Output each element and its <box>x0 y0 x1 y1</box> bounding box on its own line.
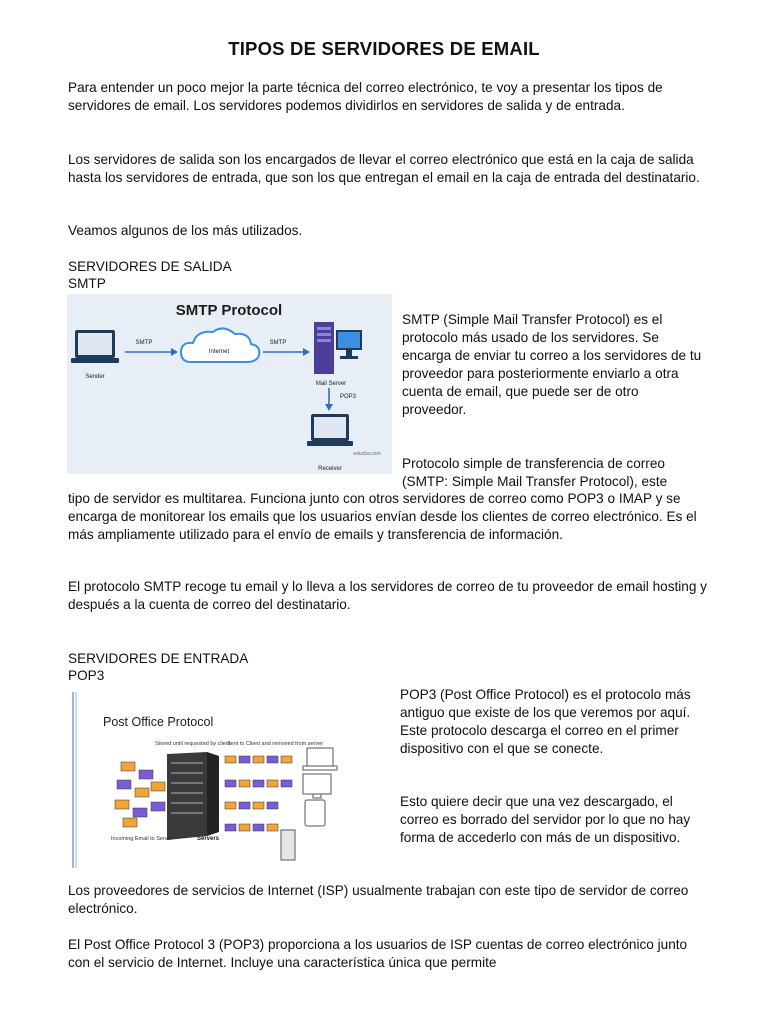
smtp-paragraph-3: El protocolo SMTP recoge tu email y lo lleva a los servidores de correo de tu proveedor de email hosting y después a la cuenta de correo del destinatario. <box>68 579 707 612</box>
receiver-label: Receiver <box>318 466 342 472</box>
section-heading-entrada: SERVIDORES DE ENTRADA <box>68 651 249 666</box>
incoming-label: Incoming Email to Server <box>111 836 173 842</box>
intro-paragraph-1: Para entender un poco mejor la parte técnica del correo electrónico, te voy a presentar los tipos de servidores de email. Los servidores podemos dividirlos en servidores de salida y de entrada. <box>68 80 663 113</box>
stored-label: Stored until requested by client <box>155 741 231 747</box>
smtp-label-1: SMTP <box>135 340 153 346</box>
desktop-icon <box>303 774 331 798</box>
sender-laptop-icon <box>71 330 119 363</box>
smtp-diagram <box>67 294 392 474</box>
page-title: TIPOS DE SERVIDORES DE EMAIL <box>228 38 540 59</box>
receiver-laptop-icon <box>307 414 353 446</box>
pop3-figure-title: Post Office Protocol <box>103 715 214 729</box>
tablet-icon <box>305 800 325 826</box>
smtp-label-2: SMTP <box>269 340 287 346</box>
laptop-icon <box>303 748 337 770</box>
pop3-diagram <box>67 690 392 870</box>
pop3-paragraph-4: El Post Office Protocol 3 (POP3) proporciona a los usuarios de ISP cuentas de correo electrónico junto con el servicio de Internet. Incluye una característica única que permite <box>68 937 688 970</box>
smtp-side-paragraph-2: Protocolo simple de transferencia de correo (SMTP: Simple Mail Transfer Protocol), este <box>402 456 668 489</box>
intro-paragraph-3: Veamos algunos de los más utilizados. <box>68 223 303 238</box>
servers-icon <box>167 752 219 840</box>
smtp-side-paragraph-1: SMTP (Simple Mail Transfer Protocol) es el protocolo más usado de los servidores. Se encarga de enviar tu correo a los servidores de tu proveedor para posteriormente enviarlo a otra cuenta de email, que puede ser de otro proveedor. <box>402 312 702 417</box>
pop3-label: POP3 <box>340 394 357 400</box>
section-heading-salida: SERVIDORES DE SALIDA <box>68 259 232 274</box>
section-subheading-pop3: POP3 <box>68 668 105 683</box>
internet-label: Internet <box>208 349 230 355</box>
smtp-paragraph-continued: tipo de servidor es multitarea. Funciona junto con otros servidores de correo como POP3 o IMAP y se encarga de monitorear los emails que los usuarios envían desde los clientes de correo electrónico. Es el más ampliamente utilizado para el envío de emails y transferencia de información. <box>68 491 697 542</box>
pop3-side-paragraph-1: POP3 (Post Office Protocol) es el protocolo más antiguo que existe de los que veremos por aquí. Este protocolo descarga el correo en el primer dispositivo con el que se conecte. <box>400 687 691 756</box>
smtp-figure-title: SMTP Protocol <box>175 302 283 319</box>
sent-label: Sent to Client and removed from server <box>227 741 323 747</box>
pc-tower-icon <box>281 830 295 860</box>
section-subheading-smtp: SMTP <box>68 276 106 291</box>
mail-server-label: Mail Server <box>315 381 347 387</box>
servers-label: Servers <box>197 836 220 842</box>
intro-paragraph-2: Los servidores de salida son los encargados de llevar el correo electrónico que está en la caja de salida hasta los servidores de entrada, que son los que entregan el email en la caja de entrada del destinatario. <box>68 152 700 185</box>
pop3-side-paragraph-2: Esto quiere decir que una vez descargado, el correo es borrado del servidor por lo que no hay forma de accederlo con más de un dispositivo. <box>400 794 691 845</box>
pop3-paragraph-3: Los proveedores de servicios de Internet (ISP) usualmente trabajan con este tipo de servidor de correo electrónico. <box>68 883 689 916</box>
image-credit: educba.com <box>353 451 381 457</box>
sender-label: Sender <box>85 374 105 380</box>
smtp-protocol-figure <box>67 294 392 474</box>
pop3-protocol-figure <box>67 690 392 870</box>
